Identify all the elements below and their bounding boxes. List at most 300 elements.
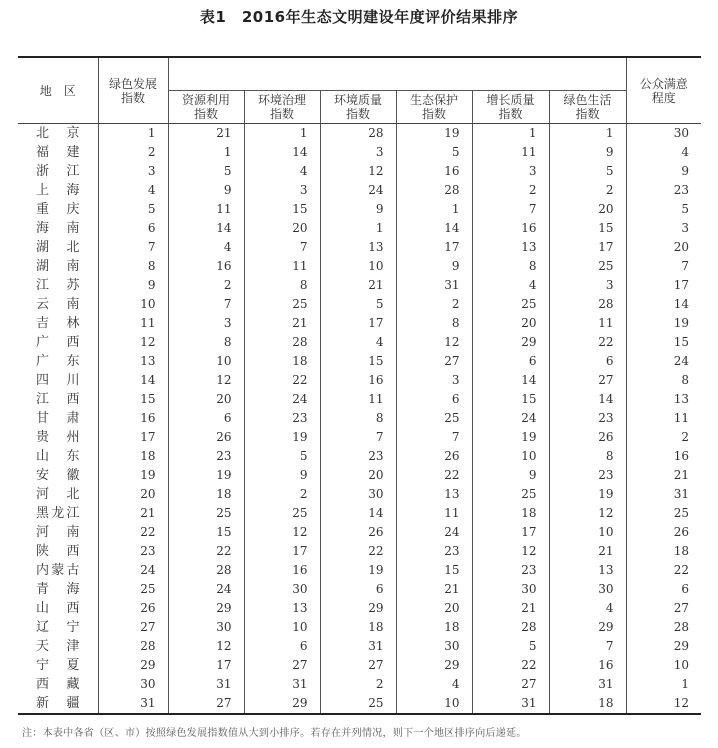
rank-value: 25 bbox=[626, 504, 701, 523]
rank-value: 16 bbox=[626, 447, 701, 466]
rank-value: 6 bbox=[98, 219, 168, 238]
rank-value: 5 bbox=[549, 162, 626, 181]
rank-value: 28 bbox=[472, 618, 549, 637]
rank-value: 21 bbox=[320, 276, 396, 295]
rank-value: 11 bbox=[396, 504, 472, 523]
rank-value: 12 bbox=[244, 523, 320, 542]
region-name: 北京 bbox=[36, 126, 80, 141]
table-row bbox=[18, 466, 701, 485]
table-row bbox=[18, 200, 701, 219]
rank-value: 18 bbox=[244, 352, 320, 371]
rank-value: 15 bbox=[320, 352, 396, 371]
rank-value: 1 bbox=[472, 124, 549, 144]
region-name: 云南 bbox=[36, 297, 80, 312]
region-name: 广西 bbox=[36, 335, 80, 350]
rank-value: 27 bbox=[396, 352, 472, 371]
rank-value: 25 bbox=[244, 504, 320, 523]
rank-value: 22 bbox=[244, 371, 320, 390]
rank-value: 29 bbox=[168, 599, 244, 618]
header-green-development-index-label: 绿色发展指数 bbox=[108, 76, 157, 105]
rank-value: 20 bbox=[244, 219, 320, 238]
table-row bbox=[18, 333, 701, 352]
rank-value: 5 bbox=[396, 143, 472, 162]
rank-value: 29 bbox=[98, 656, 168, 675]
rank-value: 1 bbox=[168, 143, 244, 162]
table-row bbox=[18, 219, 701, 238]
rank-value: 16 bbox=[168, 257, 244, 276]
rank-value: 24 bbox=[396, 523, 472, 542]
rank-value: 6 bbox=[626, 580, 701, 599]
table-row bbox=[18, 542, 701, 561]
rank-value: 16 bbox=[320, 371, 396, 390]
header-ecology-protection-index-label: 生态保护指数 bbox=[409, 93, 458, 121]
rank-value: 30 bbox=[472, 580, 549, 599]
header-public-satisfaction-label: 公众满意程度 bbox=[639, 76, 688, 105]
rank-value: 30 bbox=[320, 485, 396, 504]
rank-value: 12 bbox=[168, 637, 244, 656]
header-growth-quality-index bbox=[472, 91, 549, 124]
rank-value: 11 bbox=[168, 200, 244, 219]
rank-value: 23 bbox=[396, 542, 472, 561]
rank-value: 12 bbox=[168, 371, 244, 390]
rank-value: 24 bbox=[98, 561, 168, 580]
rank-value: 13 bbox=[549, 561, 626, 580]
rank-value: 2 bbox=[320, 675, 396, 694]
rank-value: 11 bbox=[98, 314, 168, 333]
region-name: 黑龙江 bbox=[36, 506, 80, 521]
rank-value: 19 bbox=[244, 428, 320, 447]
rank-value: 18 bbox=[98, 447, 168, 466]
rank-value: 22 bbox=[626, 561, 701, 580]
table-row bbox=[18, 257, 701, 276]
rank-value: 31 bbox=[244, 675, 320, 694]
rank-value: 28 bbox=[168, 561, 244, 580]
rank-value: 25 bbox=[472, 485, 549, 504]
rank-value: 2 bbox=[472, 181, 549, 200]
rank-value: 17 bbox=[168, 656, 244, 675]
rank-value: 24 bbox=[244, 390, 320, 409]
rank-value: 8 bbox=[168, 333, 244, 352]
rank-value: 2 bbox=[98, 143, 168, 162]
rank-value: 22 bbox=[549, 333, 626, 352]
rank-value: 14 bbox=[626, 295, 701, 314]
rank-value: 20 bbox=[396, 599, 472, 618]
rank-value: 30 bbox=[168, 618, 244, 637]
rank-value: 24 bbox=[320, 181, 396, 200]
rank-value: 7 bbox=[98, 238, 168, 257]
rank-value: 7 bbox=[168, 295, 244, 314]
table-note: 注：本表中各省（区、市）按照绿色发展指数值从大到小排序。若存在并列情况，则下一个地区排序向后递延。 bbox=[22, 728, 527, 739]
rank-value: 17 bbox=[472, 523, 549, 542]
region-name: 辽宁 bbox=[36, 620, 80, 635]
rank-value: 13 bbox=[320, 238, 396, 257]
rank-value: 30 bbox=[98, 675, 168, 694]
rank-value: 23 bbox=[244, 409, 320, 428]
table-row bbox=[18, 523, 701, 542]
rank-value: 23 bbox=[168, 447, 244, 466]
table-row bbox=[18, 352, 701, 371]
rank-value: 23 bbox=[549, 409, 626, 428]
rank-value: 23 bbox=[98, 542, 168, 561]
rank-value: 20 bbox=[98, 485, 168, 504]
rank-value: 19 bbox=[549, 485, 626, 504]
rank-value: 31 bbox=[98, 694, 168, 714]
rank-value: 5 bbox=[168, 162, 244, 181]
rank-value: 28 bbox=[98, 637, 168, 656]
rank-value: 23 bbox=[320, 447, 396, 466]
table-row bbox=[18, 143, 701, 162]
header-ecology-protection-index bbox=[396, 91, 472, 124]
rank-value: 10 bbox=[396, 694, 472, 714]
rank-value: 6 bbox=[549, 352, 626, 371]
rank-value: 21 bbox=[396, 580, 472, 599]
region-name: 贵州 bbox=[36, 430, 80, 445]
rank-value: 25 bbox=[244, 295, 320, 314]
rank-value: 10 bbox=[320, 257, 396, 276]
header-subindex-group bbox=[168, 57, 626, 91]
rank-value: 27 bbox=[320, 656, 396, 675]
rank-value: 26 bbox=[549, 428, 626, 447]
rank-value: 31 bbox=[320, 637, 396, 656]
region-name: 西藏 bbox=[36, 677, 80, 692]
rank-value: 5 bbox=[626, 200, 701, 219]
rank-value: 3 bbox=[168, 314, 244, 333]
rank-value: 11 bbox=[549, 314, 626, 333]
rank-value: 23 bbox=[626, 181, 701, 200]
region-name: 江西 bbox=[36, 392, 80, 407]
rank-value: 30 bbox=[549, 580, 626, 599]
rank-value: 25 bbox=[320, 694, 396, 714]
rank-value: 30 bbox=[244, 580, 320, 599]
rank-value: 15 bbox=[549, 219, 626, 238]
rank-value: 26 bbox=[396, 447, 472, 466]
region-name: 四川 bbox=[36, 373, 80, 388]
rank-value: 16 bbox=[549, 656, 626, 675]
rank-value: 13 bbox=[472, 238, 549, 257]
rank-value: 25 bbox=[549, 257, 626, 276]
rank-value: 20 bbox=[472, 314, 549, 333]
rank-value: 9 bbox=[168, 181, 244, 200]
rank-value: 28 bbox=[549, 295, 626, 314]
rank-value: 9 bbox=[98, 276, 168, 295]
rank-value: 17 bbox=[626, 276, 701, 295]
rank-value: 14 bbox=[244, 143, 320, 162]
rank-value: 25 bbox=[168, 504, 244, 523]
rank-value: 12 bbox=[472, 542, 549, 561]
rank-value: 21 bbox=[472, 599, 549, 618]
rank-value: 6 bbox=[396, 390, 472, 409]
rank-value: 23 bbox=[472, 561, 549, 580]
region-name: 陕西 bbox=[36, 544, 80, 559]
rank-value: 3 bbox=[98, 162, 168, 181]
header-resource-index-label: 资源利用指数 bbox=[181, 93, 230, 121]
rank-value: 13 bbox=[396, 485, 472, 504]
rank-value: 4 bbox=[549, 599, 626, 618]
rank-value: 3 bbox=[626, 219, 701, 238]
rank-value: 9 bbox=[244, 466, 320, 485]
rank-value: 19 bbox=[396, 124, 472, 144]
rank-value: 20 bbox=[168, 390, 244, 409]
region-name: 广东 bbox=[36, 354, 80, 369]
rank-value: 17 bbox=[396, 238, 472, 257]
region-name: 山西 bbox=[36, 601, 80, 616]
table-row bbox=[18, 276, 701, 295]
rank-value: 8 bbox=[549, 447, 626, 466]
rank-value: 2 bbox=[549, 181, 626, 200]
header-growth-quality-index-label: 增长质量指数 bbox=[486, 93, 535, 121]
table-row bbox=[18, 580, 701, 599]
region-name: 重庆 bbox=[36, 202, 80, 217]
rank-value: 7 bbox=[320, 428, 396, 447]
rank-value: 3 bbox=[396, 371, 472, 390]
region-name: 河南 bbox=[36, 525, 80, 540]
rank-value: 22 bbox=[320, 542, 396, 561]
rank-value: 16 bbox=[472, 219, 549, 238]
rank-value: 28 bbox=[320, 124, 396, 144]
rank-value: 8 bbox=[396, 314, 472, 333]
table-row bbox=[18, 371, 701, 390]
rank-value: 31 bbox=[549, 675, 626, 694]
region-name: 湖北 bbox=[36, 240, 80, 255]
rank-value: 16 bbox=[244, 561, 320, 580]
rank-value: 9 bbox=[320, 200, 396, 219]
rank-value: 18 bbox=[320, 618, 396, 637]
region-name: 福建 bbox=[36, 145, 80, 160]
table-row bbox=[18, 162, 701, 181]
rank-value: 6 bbox=[472, 352, 549, 371]
rank-value: 12 bbox=[396, 333, 472, 352]
region-name: 天津 bbox=[36, 639, 80, 654]
rank-value: 8 bbox=[626, 371, 701, 390]
rank-value: 18 bbox=[168, 485, 244, 504]
rank-value: 29 bbox=[320, 599, 396, 618]
rank-value: 14 bbox=[168, 219, 244, 238]
rank-value: 29 bbox=[396, 656, 472, 675]
header-environment-quality-index bbox=[320, 91, 396, 124]
rank-value: 22 bbox=[98, 523, 168, 542]
rank-value: 18 bbox=[626, 542, 701, 561]
rank-value: 11 bbox=[472, 143, 549, 162]
rank-value: 21 bbox=[244, 314, 320, 333]
rank-value: 21 bbox=[168, 124, 244, 144]
table-row bbox=[18, 238, 701, 257]
header-environment-governance-index-label: 环境治理指数 bbox=[257, 93, 306, 121]
rank-value: 4 bbox=[472, 276, 549, 295]
rank-value: 5 bbox=[244, 447, 320, 466]
rank-value: 16 bbox=[98, 409, 168, 428]
region-name: 上海 bbox=[36, 183, 80, 198]
region-name: 湖南 bbox=[36, 259, 80, 274]
rank-value: 11 bbox=[626, 409, 701, 428]
table-row bbox=[18, 504, 701, 523]
rank-value: 21 bbox=[98, 504, 168, 523]
rank-value: 6 bbox=[320, 580, 396, 599]
table-row bbox=[18, 485, 701, 504]
table-title: 表1 2016年生态文明建设年度评价结果排序 bbox=[199, 8, 519, 26]
rank-value: 10 bbox=[549, 523, 626, 542]
table-row bbox=[18, 599, 701, 618]
rank-value: 24 bbox=[168, 580, 244, 599]
region-name: 新疆 bbox=[18, 694, 98, 714]
rank-value: 15 bbox=[168, 523, 244, 542]
header-green-life-index bbox=[549, 91, 626, 124]
rank-value: 7 bbox=[549, 637, 626, 656]
rank-value: 7 bbox=[244, 238, 320, 257]
rank-value: 5 bbox=[320, 295, 396, 314]
rank-value: 30 bbox=[396, 637, 472, 656]
table-row bbox=[18, 181, 701, 200]
table-row bbox=[18, 409, 701, 428]
table-row bbox=[18, 428, 701, 447]
rank-value: 28 bbox=[396, 181, 472, 200]
rank-value: 21 bbox=[549, 542, 626, 561]
rank-value: 15 bbox=[472, 390, 549, 409]
header-green-development-index bbox=[98, 57, 168, 124]
rank-value: 29 bbox=[244, 694, 320, 714]
rank-value: 31 bbox=[396, 276, 472, 295]
rank-value: 13 bbox=[626, 390, 701, 409]
rank-value: 9 bbox=[396, 257, 472, 276]
rank-value: 23 bbox=[549, 466, 626, 485]
rank-value: 20 bbox=[626, 238, 701, 257]
rank-value: 2 bbox=[396, 295, 472, 314]
rank-value: 7 bbox=[396, 428, 472, 447]
rank-value: 14 bbox=[396, 219, 472, 238]
table-row bbox=[18, 561, 701, 580]
rank-value: 25 bbox=[472, 295, 549, 314]
table-row bbox=[18, 694, 701, 714]
rank-value: 14 bbox=[98, 371, 168, 390]
rank-value: 27 bbox=[472, 675, 549, 694]
header-region: 地 区 bbox=[18, 57, 98, 124]
rank-value: 5 bbox=[472, 637, 549, 656]
rank-value: 7 bbox=[626, 257, 701, 276]
region-name: 宁夏 bbox=[36, 658, 80, 673]
rank-value: 8 bbox=[98, 257, 168, 276]
rank-value: 15 bbox=[396, 561, 472, 580]
rank-value: 20 bbox=[549, 200, 626, 219]
region-name: 河北 bbox=[36, 487, 80, 502]
rank-value: 1 bbox=[320, 219, 396, 238]
rank-value: 15 bbox=[98, 390, 168, 409]
rank-value: 22 bbox=[396, 466, 472, 485]
rank-value: 3 bbox=[244, 181, 320, 200]
table-row bbox=[18, 656, 701, 675]
rank-value: 10 bbox=[98, 295, 168, 314]
header-resource-index bbox=[168, 91, 244, 124]
rank-value: 20 bbox=[320, 466, 396, 485]
rank-value: 8 bbox=[472, 257, 549, 276]
rank-value: 31 bbox=[626, 485, 701, 504]
rank-value: 14 bbox=[320, 504, 396, 523]
table-row bbox=[18, 295, 701, 314]
rank-value: 12 bbox=[549, 504, 626, 523]
rank-value: 4 bbox=[168, 238, 244, 257]
rank-value: 18 bbox=[549, 694, 626, 714]
rank-value: 2 bbox=[168, 276, 244, 295]
rank-value: 17 bbox=[320, 314, 396, 333]
rank-value: 31 bbox=[168, 675, 244, 694]
rank-value: 5 bbox=[98, 200, 168, 219]
rank-value: 9 bbox=[472, 466, 549, 485]
ranking-table bbox=[18, 56, 701, 715]
rank-value: 4 bbox=[396, 675, 472, 694]
table-row bbox=[18, 314, 701, 333]
rank-value: 3 bbox=[549, 276, 626, 295]
region-name: 内蒙古 bbox=[36, 563, 80, 578]
rank-value: 27 bbox=[244, 656, 320, 675]
rank-value: 17 bbox=[244, 542, 320, 561]
rank-value: 2 bbox=[626, 428, 701, 447]
rank-value: 2 bbox=[244, 485, 320, 504]
region-name: 海南 bbox=[36, 221, 80, 236]
rank-value: 26 bbox=[320, 523, 396, 542]
rank-value: 18 bbox=[396, 618, 472, 637]
rank-value: 15 bbox=[244, 200, 320, 219]
rank-value: 10 bbox=[244, 618, 320, 637]
ranking-table-body bbox=[18, 124, 701, 715]
region-name: 青海 bbox=[36, 582, 80, 597]
region-name: 山东 bbox=[36, 449, 80, 464]
table-row bbox=[18, 637, 701, 656]
region-name: 吉林 bbox=[36, 316, 80, 331]
rank-value: 27 bbox=[98, 618, 168, 637]
rank-value: 14 bbox=[472, 371, 549, 390]
rank-value: 21 bbox=[626, 466, 701, 485]
rank-value: 4 bbox=[626, 143, 701, 162]
rank-value: 25 bbox=[98, 580, 168, 599]
table-row bbox=[18, 390, 701, 409]
rank-value: 16 bbox=[396, 162, 472, 181]
rank-value: 22 bbox=[472, 656, 549, 675]
rank-value: 30 bbox=[626, 124, 701, 144]
rank-value: 10 bbox=[168, 352, 244, 371]
rank-value: 29 bbox=[626, 637, 701, 656]
table-row bbox=[18, 447, 701, 466]
rank-value: 8 bbox=[320, 409, 396, 428]
rank-value: 1 bbox=[549, 124, 626, 144]
rank-value: 19 bbox=[168, 466, 244, 485]
region-name: 浙江 bbox=[36, 164, 80, 179]
rank-value: 27 bbox=[168, 694, 244, 714]
rank-value: 29 bbox=[549, 618, 626, 637]
rank-value: 1 bbox=[396, 200, 472, 219]
rank-value: 19 bbox=[320, 561, 396, 580]
rank-value: 4 bbox=[320, 333, 396, 352]
rank-value: 12 bbox=[98, 333, 168, 352]
rank-value: 10 bbox=[626, 656, 701, 675]
rank-value: 4 bbox=[244, 162, 320, 181]
rank-value: 18 bbox=[472, 504, 549, 523]
region-name: 甘肃 bbox=[36, 411, 80, 426]
rank-value: 10 bbox=[472, 447, 549, 466]
rank-value: 11 bbox=[244, 257, 320, 276]
rank-value: 1 bbox=[244, 124, 320, 144]
table-row bbox=[18, 675, 701, 694]
header-green-life-index-label: 绿色生活指数 bbox=[563, 93, 612, 121]
rank-value: 6 bbox=[244, 637, 320, 656]
rank-value: 1 bbox=[626, 675, 701, 694]
rank-value: 27 bbox=[626, 599, 701, 618]
rank-value: 26 bbox=[98, 599, 168, 618]
table-row bbox=[18, 618, 701, 637]
rank-value: 7 bbox=[472, 200, 549, 219]
rank-value: 8 bbox=[244, 276, 320, 295]
header-public-satisfaction bbox=[626, 57, 701, 124]
rank-value: 13 bbox=[98, 352, 168, 371]
rank-value: 31 bbox=[472, 694, 549, 714]
rank-value: 1 bbox=[98, 124, 168, 144]
